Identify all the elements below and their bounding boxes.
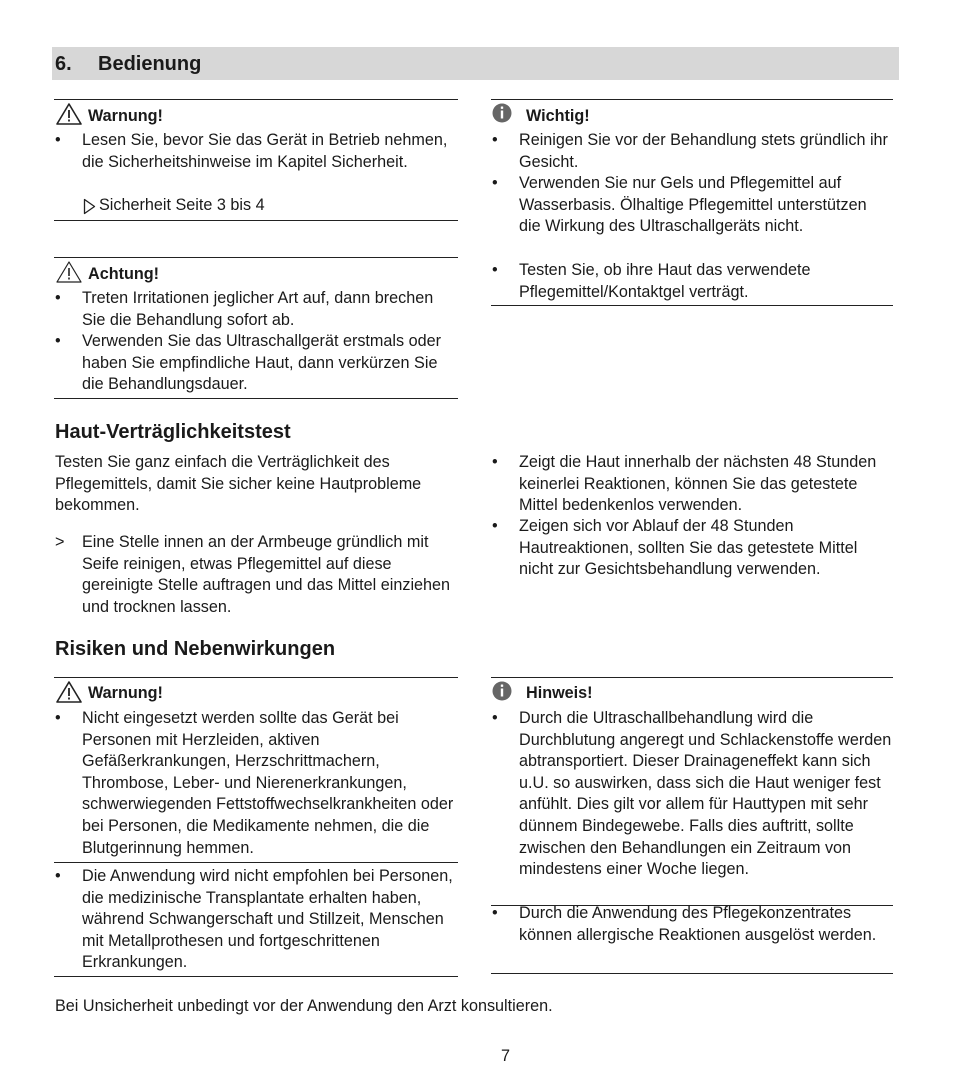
warning-label: Warnung! — [88, 684, 163, 702]
list-item-text: Treten Irritationen jeglicher Art auf, dann brechen Sie die Behandlung sofort ab. — [82, 289, 434, 329]
bullet: • — [55, 332, 61, 350]
important-label: Wichtig! — [526, 107, 590, 125]
bullet: • — [492, 174, 498, 192]
list-item-text: Durch die Ultraschallbehandlung wird die Durchblutung angeregt und Schlackenstoffe werden abtransportiert. Dieser Drainageneffekt kann sich u.U. so auswirken, dass sich die Haut weniger fest anfühlt. Dies gilt vor allem für Hauttypen mit sehr dünnem Bindegewebe. Falls dies auftritt, sollte zwischen den Behandlungen ein Zeitraum von mindestens einer Woche liegen. — [519, 709, 892, 879]
list-item-text: Verwenden Sie nur Gels und Pflegemittel auf Wasserbasis. Ölhaltige Pflegemittel unterstützen die Wirkung des Ultraschallgeräts nicht. — [519, 174, 867, 236]
skin-test-heading: Haut-Verträglichkeitstest — [55, 421, 291, 443]
page-number: 7 — [501, 1047, 511, 1065]
warning-triangle-icon — [56, 681, 82, 703]
info-circle-icon — [492, 681, 512, 701]
box-top-rule — [491, 677, 893, 678]
bullet: • — [492, 904, 498, 922]
list-item-text: Verwenden Sie das Ultraschallgerät erstmals oder haben Sie empfindliche Haut, dann verkürzen Sie die Behandlungsdauer. — [82, 332, 442, 394]
caution-label: Achtung! — [88, 265, 160, 283]
box-top-rule — [54, 257, 458, 258]
warning-triangle-icon — [56, 103, 82, 125]
step-marker: > — [55, 533, 65, 551]
bullet: • — [492, 453, 498, 471]
risks-heading: Risiken und Nebenwirkungen — [55, 638, 336, 660]
list-item-text: Durch die Anwendung des Pflegekonzentrates können allergische Reaktionen ausgelöst werden. — [519, 904, 877, 944]
box-top-rule — [54, 99, 458, 100]
box-bottom-rule — [54, 398, 458, 399]
bullet: • — [492, 131, 498, 149]
section-title: Bedienung — [98, 53, 202, 75]
list-item-text: Zeigen sich vor Ablauf der 48 Stunden Hautreaktionen, sollten Sie das getestete Mittel nicht zur Gesichtsbehandlung verwenden. — [519, 517, 858, 579]
bullet: • — [55, 709, 61, 727]
bullet: • — [55, 289, 61, 307]
warning-label: Warnung! — [88, 107, 163, 125]
caution-triangle-icon — [56, 261, 82, 283]
box-bottom-rule — [491, 305, 893, 306]
bullet: • — [492, 517, 498, 535]
list-item-text: Reinigen Sie vor der Behandlung stets gründlich ihr Gesicht. — [519, 131, 888, 171]
triangle-right-icon — [83, 198, 96, 215]
section-number: 6. — [55, 53, 72, 75]
bullet: • — [492, 709, 498, 727]
box-bottom-rule — [54, 976, 458, 977]
list-item-text: Testen Sie, ob ihre Haut das verwendete Pflegemittel/Kontaktgel verträgt. — [519, 261, 811, 301]
step-text: Eine Stelle innen an der Armbeuge gründlich mit Seife reinigen, etwas Pflegemittel auf diese gereinigte Stelle auftragen und das Mittel einziehen und trocknen lassen. — [82, 533, 451, 616]
bullet: • — [492, 261, 498, 279]
list-item-text: Die Anwendung wird nicht empfohlen bei Personen, die medizinische Transplantate erhalten haben, während Schwangerschaft und Stillzeit, Menschen mit Metallprothesen und fortgeschrittenen Erkrankungen. — [82, 867, 453, 972]
note-label: Hinweis! — [526, 684, 593, 702]
list-item-text: Nicht eingesetzt werden sollte das Gerät bei Personen mit Herzleiden, aktiven Gefäßerkrankungen, Herzschrittmachern, Thrombose, Leber- und Nierenerkrankungen, schwerwiegenden Fettstoffwechselkrankheiten oder bei Personen, die Medikamente nehmen, die die Blutgerinnung hemmen. — [82, 709, 454, 857]
bullet: • — [55, 131, 61, 149]
bullet: • — [55, 867, 61, 885]
info-circle-icon — [492, 103, 512, 123]
box-top-rule — [54, 677, 458, 678]
box-bottom-rule — [54, 220, 458, 221]
cross-reference[interactable]: Sicherheit Seite 3 bis 4 — [99, 196, 265, 214]
list-item-text: Zeigt die Haut innerhalb der nächsten 48 Stunden keinerlei Reaktionen, können Sie das getestete Mittel bedenkenlos verwenden. — [519, 453, 877, 515]
box-bottom-rule — [491, 973, 893, 974]
list-item-text: Lesen Sie, bevor Sie das Gerät in Betrieb nehmen, die Sicherheitshinweise im Kapitel Sicherheit. — [82, 131, 448, 171]
skin-test-intro: Testen Sie ganz einfach die Verträglichkeit des Pflegemittels, damit Sie sicher keine Hautprobleme bekommen. — [55, 453, 422, 515]
box-top-rule — [491, 99, 893, 100]
footer-note: Bei Unsicherheit unbedingt vor der Anwendung den Arzt konsultieren. — [55, 997, 553, 1015]
item-divider — [54, 862, 458, 863]
